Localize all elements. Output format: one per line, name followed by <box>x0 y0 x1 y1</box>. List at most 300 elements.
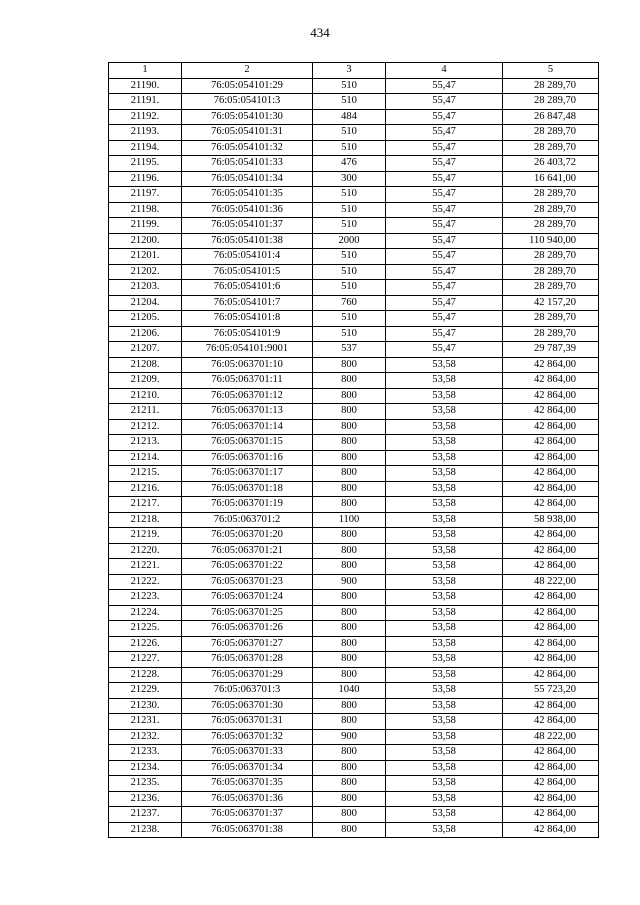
column-header-5: 5 <box>503 63 599 79</box>
table-row <box>109 218 599 234</box>
table-row <box>109 156 599 172</box>
rate-cell: 53,58 <box>386 652 503 668</box>
amount-cell: 42 864,00 <box>503 621 599 637</box>
rate-cell: 53,58 <box>386 497 503 513</box>
cadastral-number-cell: 76:05:063701:28 <box>182 652 313 668</box>
rate-cell: 55,47 <box>386 264 503 280</box>
rate-cell: 53,58 <box>386 745 503 761</box>
rate-cell: 53,58 <box>386 373 503 389</box>
amount-cell: 29 787,39 <box>503 342 599 358</box>
area-cell: 800 <box>313 667 386 683</box>
row-number-cell: 21198. <box>109 202 182 218</box>
rate-cell: 53,58 <box>386 776 503 792</box>
table-row <box>109 760 599 776</box>
rate-cell: 55,47 <box>386 109 503 125</box>
cadastral-number-cell: 76:05:063701:16 <box>182 450 313 466</box>
area-cell: 900 <box>313 729 386 745</box>
row-number-cell: 21224. <box>109 605 182 621</box>
table-row <box>109 202 599 218</box>
table-row <box>109 574 599 590</box>
table-row <box>109 280 599 296</box>
row-number-cell: 21228. <box>109 667 182 683</box>
cadastral-number-cell: 76:05:054101:34 <box>182 171 313 187</box>
area-cell: 537 <box>313 342 386 358</box>
table-row <box>109 714 599 730</box>
amount-cell: 42 864,00 <box>503 590 599 606</box>
table-row <box>109 667 599 683</box>
rate-cell: 53,58 <box>386 714 503 730</box>
amount-cell: 42 157,20 <box>503 295 599 311</box>
area-cell: 510 <box>313 187 386 203</box>
row-number-cell: 21230. <box>109 698 182 714</box>
rate-cell: 55,47 <box>386 187 503 203</box>
cadastral-number-cell: 76:05:063701:20 <box>182 528 313 544</box>
area-cell: 510 <box>313 311 386 327</box>
row-number-cell: 21221. <box>109 559 182 575</box>
area-cell: 800 <box>313 357 386 373</box>
column-header-4: 4 <box>386 63 503 79</box>
amount-cell: 42 864,00 <box>503 481 599 497</box>
cadastral-number-cell: 76:05:063701:22 <box>182 559 313 575</box>
amount-cell: 28 289,70 <box>503 326 599 342</box>
rate-cell: 55,47 <box>386 171 503 187</box>
row-number-cell: 21195. <box>109 156 182 172</box>
rate-cell: 55,47 <box>386 249 503 265</box>
rate-cell: 53,58 <box>386 559 503 575</box>
amount-cell: 42 864,00 <box>503 559 599 575</box>
table-row <box>109 311 599 327</box>
row-number-cell: 21238. <box>109 822 182 838</box>
area-cell: 800 <box>313 698 386 714</box>
rate-cell: 55,47 <box>386 140 503 156</box>
row-number-cell: 21197. <box>109 187 182 203</box>
row-number-cell: 21212. <box>109 419 182 435</box>
rate-cell: 53,58 <box>386 621 503 637</box>
amount-cell: 28 289,70 <box>503 280 599 296</box>
area-cell: 510 <box>313 140 386 156</box>
rate-cell: 53,58 <box>386 404 503 420</box>
area-cell: 300 <box>313 171 386 187</box>
rate-cell: 55,47 <box>386 94 503 110</box>
area-cell: 510 <box>313 202 386 218</box>
amount-cell: 28 289,70 <box>503 202 599 218</box>
cadastral-number-cell: 76:05:054101:6 <box>182 280 313 296</box>
rate-cell: 53,58 <box>386 822 503 838</box>
amount-cell: 42 864,00 <box>503 404 599 420</box>
cadastral-number-cell: 76:05:054101:4 <box>182 249 313 265</box>
cadastral-number-cell: 76:05:063701:27 <box>182 636 313 652</box>
area-cell: 800 <box>313 528 386 544</box>
table-row <box>109 729 599 745</box>
area-cell: 800 <box>313 636 386 652</box>
row-number-cell: 21199. <box>109 218 182 234</box>
area-cell: 510 <box>313 218 386 234</box>
table-row <box>109 140 599 156</box>
cadastral-number-cell: 76:05:054101:31 <box>182 125 313 141</box>
table-row <box>109 435 599 451</box>
area-cell: 476 <box>313 156 386 172</box>
amount-cell: 42 864,00 <box>503 760 599 776</box>
cadastral-number-cell: 76:05:063701:23 <box>182 574 313 590</box>
amount-cell: 42 864,00 <box>503 528 599 544</box>
area-cell: 510 <box>313 280 386 296</box>
rate-cell: 53,58 <box>386 791 503 807</box>
row-number-cell: 21208. <box>109 357 182 373</box>
table-row <box>109 342 599 358</box>
area-cell: 800 <box>313 776 386 792</box>
cadastral-number-cell: 76:05:054101:7 <box>182 295 313 311</box>
cadastral-number-cell: 76:05:063701:19 <box>182 497 313 513</box>
area-cell: 800 <box>313 652 386 668</box>
cadastral-number-cell: 76:05:063701:31 <box>182 714 313 730</box>
area-cell: 800 <box>313 621 386 637</box>
table-row <box>109 326 599 342</box>
row-number-cell: 21207. <box>109 342 182 358</box>
row-number-cell: 21236. <box>109 791 182 807</box>
cadastral-number-cell: 76:05:063701:37 <box>182 807 313 823</box>
row-number-cell: 21192. <box>109 109 182 125</box>
area-cell: 800 <box>313 450 386 466</box>
rate-cell: 55,47 <box>386 295 503 311</box>
row-number-cell: 21232. <box>109 729 182 745</box>
rate-cell: 55,47 <box>386 125 503 141</box>
table-row <box>109 78 599 94</box>
amount-cell: 28 289,70 <box>503 311 599 327</box>
cadastral-number-cell: 76:05:063701:2 <box>182 512 313 528</box>
rate-cell: 53,58 <box>386 388 503 404</box>
cadastral-number-cell: 76:05:063701:32 <box>182 729 313 745</box>
table-row <box>109 450 599 466</box>
rate-cell: 53,58 <box>386 667 503 683</box>
row-number-cell: 21220. <box>109 543 182 559</box>
area-cell: 800 <box>313 404 386 420</box>
cadastral-number-cell: 76:05:063701:26 <box>182 621 313 637</box>
row-number-cell: 21194. <box>109 140 182 156</box>
cadastral-number-cell: 76:05:063701:30 <box>182 698 313 714</box>
area-cell: 800 <box>313 760 386 776</box>
amount-cell: 42 864,00 <box>503 605 599 621</box>
table-row <box>109 295 599 311</box>
cadastral-number-cell: 76:05:063701:17 <box>182 466 313 482</box>
amount-cell: 28 289,70 <box>503 78 599 94</box>
cadastral-number-cell: 76:05:054101:9 <box>182 326 313 342</box>
rate-cell: 53,58 <box>386 605 503 621</box>
row-number-cell: 21229. <box>109 683 182 699</box>
row-number-cell: 21190. <box>109 78 182 94</box>
amount-cell: 58 938,00 <box>503 512 599 528</box>
cadastral-number-cell: 76:05:063701:24 <box>182 590 313 606</box>
table-row <box>109 125 599 141</box>
table-row <box>109 419 599 435</box>
area-cell: 510 <box>313 125 386 141</box>
row-number-cell: 21200. <box>109 233 182 249</box>
amount-cell: 42 864,00 <box>503 419 599 435</box>
rate-cell: 55,47 <box>386 156 503 172</box>
amount-cell: 16 641,00 <box>503 171 599 187</box>
cadastral-number-cell: 76:05:063701:33 <box>182 745 313 761</box>
area-cell: 800 <box>313 481 386 497</box>
amount-cell: 26 403,72 <box>503 156 599 172</box>
area-cell: 760 <box>313 295 386 311</box>
rate-cell: 55,47 <box>386 233 503 249</box>
rate-cell: 53,58 <box>386 481 503 497</box>
cadastral-number-cell: 76:05:063701:10 <box>182 357 313 373</box>
area-cell: 800 <box>313 497 386 513</box>
amount-cell: 42 864,00 <box>503 714 599 730</box>
cadastral-number-cell: 76:05:054101:5 <box>182 264 313 280</box>
table-body <box>109 78 599 838</box>
amount-cell: 42 864,00 <box>503 822 599 838</box>
table-row <box>109 373 599 389</box>
rate-cell: 53,58 <box>386 760 503 776</box>
cadastral-number-cell: 76:05:054101:36 <box>182 202 313 218</box>
table-row <box>109 605 599 621</box>
area-cell: 800 <box>313 559 386 575</box>
amount-cell: 26 847,48 <box>503 109 599 125</box>
data-table <box>108 62 599 838</box>
column-header-1: 1 <box>109 63 182 79</box>
table-row <box>109 559 599 575</box>
row-number-cell: 21201. <box>109 249 182 265</box>
table-row <box>109 590 599 606</box>
rate-cell: 53,58 <box>386 528 503 544</box>
rate-cell: 55,47 <box>386 280 503 296</box>
row-number-cell: 21231. <box>109 714 182 730</box>
row-number-cell: 21209. <box>109 373 182 389</box>
amount-cell: 42 864,00 <box>503 667 599 683</box>
amount-cell: 42 864,00 <box>503 466 599 482</box>
rate-cell: 55,47 <box>386 311 503 327</box>
amount-cell: 42 864,00 <box>503 543 599 559</box>
area-cell: 800 <box>313 605 386 621</box>
row-number-cell: 21237. <box>109 807 182 823</box>
area-cell: 800 <box>313 419 386 435</box>
row-number-cell: 21196. <box>109 171 182 187</box>
cadastral-number-cell: 76:05:063701:14 <box>182 419 313 435</box>
amount-cell: 42 864,00 <box>503 497 599 513</box>
table-row <box>109 404 599 420</box>
cadastral-number-cell: 76:05:054101:35 <box>182 187 313 203</box>
area-cell: 800 <box>313 791 386 807</box>
table-row <box>109 481 599 497</box>
rate-cell: 53,58 <box>386 357 503 373</box>
amount-cell: 48 222,00 <box>503 729 599 745</box>
rate-cell: 53,58 <box>386 590 503 606</box>
amount-cell: 42 864,00 <box>503 357 599 373</box>
area-cell: 800 <box>313 745 386 761</box>
amount-cell: 55 723,20 <box>503 683 599 699</box>
table-row <box>109 528 599 544</box>
amount-cell: 28 289,70 <box>503 218 599 234</box>
rate-cell: 55,47 <box>386 78 503 94</box>
row-number-cell: 21233. <box>109 745 182 761</box>
area-cell: 800 <box>313 822 386 838</box>
rate-cell: 53,58 <box>386 574 503 590</box>
row-number-cell: 21222. <box>109 574 182 590</box>
amount-cell: 110 940,00 <box>503 233 599 249</box>
amount-cell: 48 222,00 <box>503 574 599 590</box>
rate-cell: 53,58 <box>386 683 503 699</box>
table-row <box>109 698 599 714</box>
rate-cell: 53,58 <box>386 419 503 435</box>
table-row <box>109 512 599 528</box>
area-cell: 800 <box>313 466 386 482</box>
area-cell: 1100 <box>313 512 386 528</box>
row-number-cell: 21225. <box>109 621 182 637</box>
cadastral-number-cell: 76:05:063701:13 <box>182 404 313 420</box>
table-row <box>109 807 599 823</box>
amount-cell: 42 864,00 <box>503 373 599 389</box>
table-row <box>109 388 599 404</box>
table-row <box>109 233 599 249</box>
rate-cell: 55,47 <box>386 326 503 342</box>
header-row <box>109 63 599 79</box>
amount-cell: 42 864,00 <box>503 435 599 451</box>
amount-cell: 28 289,70 <box>503 264 599 280</box>
cadastral-number-cell: 76:05:054101:32 <box>182 140 313 156</box>
page-number: 434 <box>310 25 330 40</box>
table-row <box>109 357 599 373</box>
amount-cell: 42 864,00 <box>503 388 599 404</box>
cadastral-number-cell: 76:05:054101:33 <box>182 156 313 172</box>
area-cell: 484 <box>313 109 386 125</box>
row-number-cell: 21203. <box>109 280 182 296</box>
row-number-cell: 21218. <box>109 512 182 528</box>
table-row <box>109 652 599 668</box>
row-number-cell: 21191. <box>109 94 182 110</box>
area-cell: 2000 <box>313 233 386 249</box>
row-number-cell: 21227. <box>109 652 182 668</box>
cadastral-number-cell: 76:05:054101:38 <box>182 233 313 249</box>
cadastral-number-cell: 76:05:054101:30 <box>182 109 313 125</box>
rate-cell: 53,58 <box>386 435 503 451</box>
rate-cell: 53,58 <box>386 807 503 823</box>
cadastral-number-cell: 76:05:063701:15 <box>182 435 313 451</box>
table-row <box>109 187 599 203</box>
area-cell: 510 <box>313 78 386 94</box>
rate-cell: 53,58 <box>386 543 503 559</box>
cadastral-number-cell: 76:05:054101:9001 <box>182 342 313 358</box>
cadastral-number-cell: 76:05:054101:37 <box>182 218 313 234</box>
row-number-cell: 21214. <box>109 450 182 466</box>
rate-cell: 53,58 <box>386 512 503 528</box>
row-number-cell: 21211. <box>109 404 182 420</box>
table-row <box>109 636 599 652</box>
row-number-cell: 21216. <box>109 481 182 497</box>
row-number-cell: 21226. <box>109 636 182 652</box>
table-row <box>109 621 599 637</box>
table-row <box>109 683 599 699</box>
rate-cell: 55,47 <box>386 202 503 218</box>
table-row <box>109 94 599 110</box>
rate-cell: 55,47 <box>386 342 503 358</box>
rate-cell: 53,58 <box>386 729 503 745</box>
cadastral-number-cell: 76:05:063701:12 <box>182 388 313 404</box>
area-cell: 510 <box>313 326 386 342</box>
area-cell: 800 <box>313 714 386 730</box>
rate-cell: 53,58 <box>386 450 503 466</box>
amount-cell: 28 289,70 <box>503 140 599 156</box>
amount-cell: 42 864,00 <box>503 636 599 652</box>
amount-cell: 28 289,70 <box>503 249 599 265</box>
row-number-cell: 21223. <box>109 590 182 606</box>
row-number-cell: 21235. <box>109 776 182 792</box>
cadastral-number-cell: 76:05:063701:25 <box>182 605 313 621</box>
cadastral-number-cell: 76:05:063701:18 <box>182 481 313 497</box>
amount-cell: 42 864,00 <box>503 745 599 761</box>
cadastral-number-cell: 76:05:063701:3 <box>182 683 313 699</box>
table-row <box>109 109 599 125</box>
area-cell: 800 <box>313 543 386 559</box>
table-row <box>109 745 599 761</box>
area-cell: 800 <box>313 435 386 451</box>
amount-cell: 42 864,00 <box>503 652 599 668</box>
row-number-cell: 21215. <box>109 466 182 482</box>
area-cell: 510 <box>313 249 386 265</box>
cadastral-number-cell: 76:05:054101:29 <box>182 78 313 94</box>
cadastral-number-cell: 76:05:063701:34 <box>182 760 313 776</box>
table-row <box>109 171 599 187</box>
amount-cell: 42 864,00 <box>503 698 599 714</box>
row-number-cell: 21206. <box>109 326 182 342</box>
amount-cell: 28 289,70 <box>503 125 599 141</box>
row-number-cell: 21210. <box>109 388 182 404</box>
cadastral-number-cell: 76:05:063701:38 <box>182 822 313 838</box>
row-number-cell: 21217. <box>109 497 182 513</box>
amount-cell: 28 289,70 <box>503 94 599 110</box>
cadastral-number-cell: 76:05:054101:3 <box>182 94 313 110</box>
cadastral-number-cell: 76:05:063701:36 <box>182 791 313 807</box>
amount-cell: 28 289,70 <box>503 187 599 203</box>
area-cell: 900 <box>313 574 386 590</box>
table-row <box>109 264 599 280</box>
row-number-cell: 21202. <box>109 264 182 280</box>
row-number-cell: 21219. <box>109 528 182 544</box>
area-cell: 510 <box>313 264 386 280</box>
area-cell: 800 <box>313 807 386 823</box>
amount-cell: 42 864,00 <box>503 791 599 807</box>
rate-cell: 53,58 <box>386 466 503 482</box>
amount-cell: 42 864,00 <box>503 776 599 792</box>
table-row <box>109 249 599 265</box>
cadastral-number-cell: 76:05:054101:8 <box>182 311 313 327</box>
cadastral-number-cell: 76:05:063701:11 <box>182 373 313 389</box>
area-cell: 1040 <box>313 683 386 699</box>
table-row <box>109 822 599 838</box>
column-header-2: 2 <box>182 63 313 79</box>
cadastral-number-cell: 76:05:063701:21 <box>182 543 313 559</box>
table-row <box>109 776 599 792</box>
row-number-cell: 21204. <box>109 295 182 311</box>
table-row <box>109 497 599 513</box>
table-row <box>109 466 599 482</box>
row-number-cell: 21234. <box>109 760 182 776</box>
rate-cell: 53,58 <box>386 698 503 714</box>
cadastral-number-cell: 76:05:063701:29 <box>182 667 313 683</box>
rate-cell: 53,58 <box>386 636 503 652</box>
amount-cell: 42 864,00 <box>503 807 599 823</box>
cadastral-number-cell: 76:05:063701:35 <box>182 776 313 792</box>
area-cell: 510 <box>313 94 386 110</box>
row-number-cell: 21205. <box>109 311 182 327</box>
table-row <box>109 543 599 559</box>
table-row <box>109 791 599 807</box>
area-cell: 800 <box>313 590 386 606</box>
rate-cell: 55,47 <box>386 218 503 234</box>
column-header-3: 3 <box>313 63 386 79</box>
area-cell: 800 <box>313 373 386 389</box>
row-number-cell: 21213. <box>109 435 182 451</box>
